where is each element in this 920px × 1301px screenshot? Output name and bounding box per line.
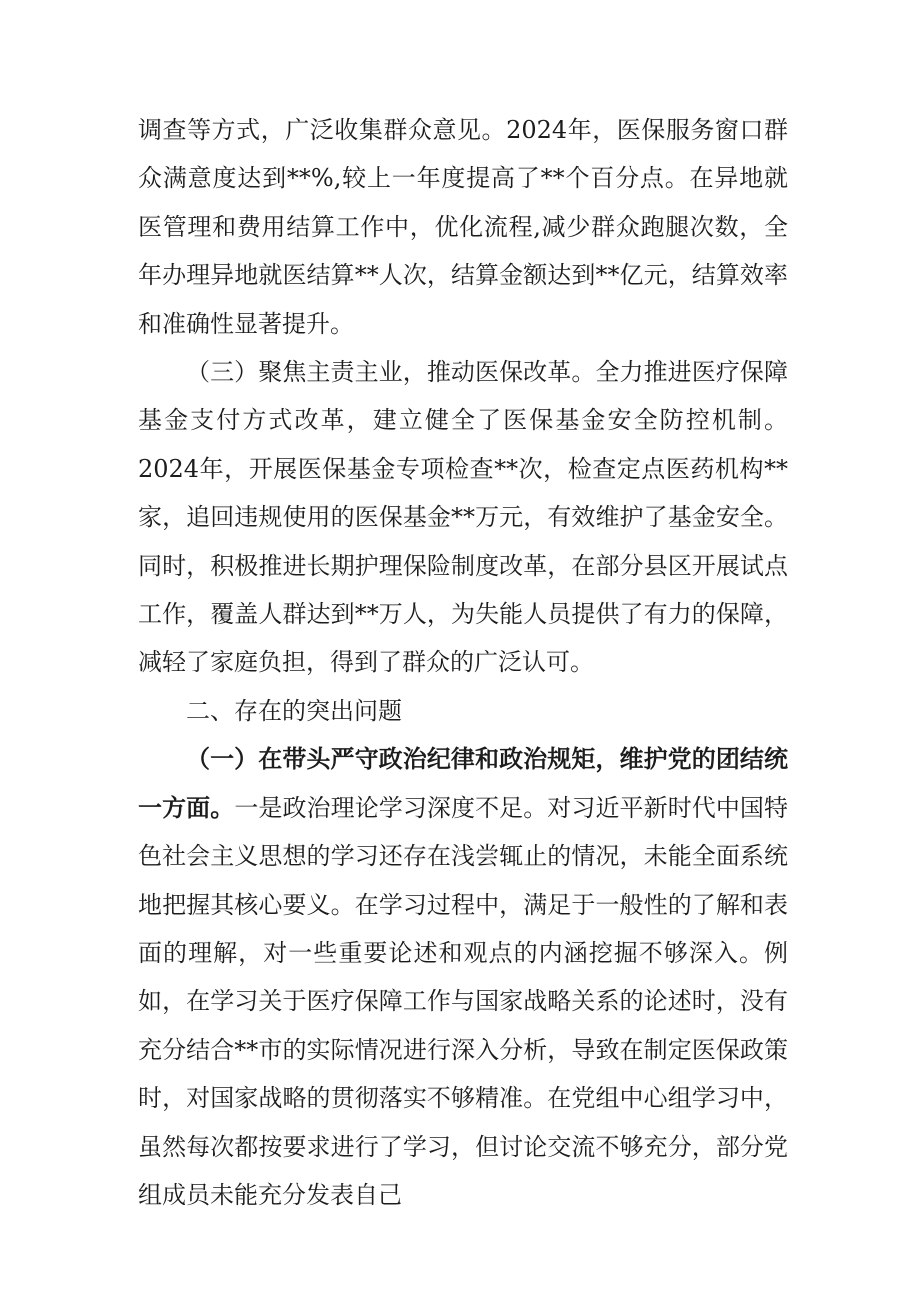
paragraph-medical-insurance-reform <box>138 348 788 687</box>
paragraph-political-discipline <box>138 735 788 1219</box>
paragraph-service-satisfaction <box>138 106 788 348</box>
paragraph-lead-heading: （一）在带头严守政治纪律和政治规矩，维护党的团结统一方面。 <box>138 744 788 822</box>
paragraph-text: （三）聚焦主责主业，推动医保改革。全力推进医疗保障基金支付方式改革，建立健全了医保基金安全防控机制。2024年，开展医保基金专项检查**次，检查定点医药机构**家，追回违规使用的医保基金**万元，有效维护了基金安全。同时，积极推进长期护理保险制度改革，在部分县区开展试点工作，覆盖人群达到**万人，为失能人员提供了有力的保障，减轻了家庭负担，得到了群众的广泛认可。 <box>138 358 788 677</box>
section-heading-problems <box>138 687 788 735</box>
paragraph-text: 一是政治理论学习深度不足。对习近平新时代中国特色社会主义思想的学习还存在浅尝辄止的情况，未能全面系统地把握其核心要义。在学习过程中，满足于一般性的了解和表面的理解，对一些重要论述和观点的内涵挖掘不够深入。例如，在学习关于医疗保障工作与国家战略关系的论述时，没有充分结合**市的实际情况进行深入分析，导致在制定医保政策时，对国家战略的贯彻落实不够精准。在党组中心组学习中，虽然每次都按要求进行了学习，但讨论交流不够充分，部分党组成员未能充分发表自己 <box>138 793 789 1209</box>
document-body <box>138 106 788 1219</box>
paragraph-text: 调查等方式，广泛收集群众意见。2024年，医保服务窗口群众满意度达到**%,较上一年度提高了**个百分点。在异地就医管理和费用结算工作中，优化流程,减少群众跑腿次数，全年办理异地就医结算**人次，结算金额达到**亿元，结算效率和准确性显著提升。 <box>138 116 788 338</box>
section-heading-text: 二、存在的突出问题 <box>186 696 402 725</box>
